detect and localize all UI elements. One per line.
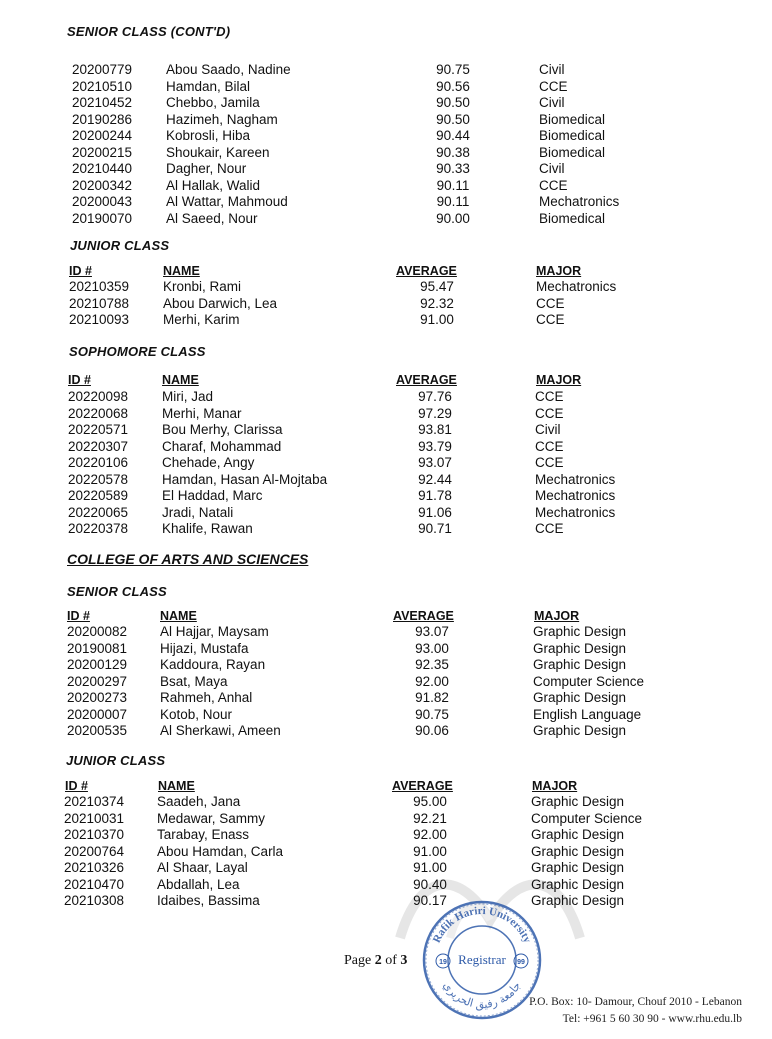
student-name: Charaf, Mohammad: [162, 438, 282, 454]
college-title: COLLEGE OF ARTS AND SCIENCES: [67, 551, 309, 567]
student-id: 20220307: [68, 438, 129, 454]
student-major: Civil: [535, 422, 561, 437]
student-average: 97.29: [418, 405, 452, 421]
student-name: Abou Darwich, Lea: [163, 295, 278, 311]
student-average: 90.11: [436, 177, 470, 193]
col-major-header: MAJOR: [536, 373, 582, 387]
student-id: 20200535: [67, 723, 128, 738]
table-row: [0, 811, 772, 828]
student-name: Dagher, Nour: [166, 161, 247, 176]
student-id: 20210440: [72, 161, 133, 176]
student-average: 90.71: [418, 521, 452, 536]
student-major: Graphic Design: [531, 893, 625, 908]
student-average: 90.11: [436, 194, 470, 209]
table-row: [0, 406, 772, 423]
student-major: Biomedical: [539, 144, 606, 160]
table-row: [0, 707, 772, 724]
student-average: 91.06: [418, 504, 452, 520]
student-id: 20200273: [67, 690, 128, 705]
student-id: 20190286: [72, 111, 133, 127]
col-major-header: MAJOR: [534, 609, 580, 623]
student-major: Graphic Design: [531, 876, 625, 892]
col-average-header: AVERAGE: [396, 373, 457, 387]
student-average: 92.44: [418, 471, 452, 487]
student-average: 90.17: [413, 893, 447, 908]
student-average: 93.00: [415, 640, 449, 656]
table-row: [0, 161, 772, 178]
student-id: 20220589: [68, 488, 129, 503]
student-id: 20210470: [64, 876, 125, 892]
student-average: 91.00: [413, 843, 447, 859]
student-average: 92.00: [415, 673, 449, 689]
student-average: 92.35: [415, 657, 449, 672]
section-heading: SENIOR CLASS (CONT'D): [67, 24, 231, 39]
student-name: Abou Hamdan, Carla: [157, 843, 284, 859]
student-id: 20200215: [72, 144, 133, 160]
registrar-stamp: [420, 898, 544, 1022]
student-average: 92.00: [413, 827, 447, 842]
student-name: Merhi, Manar: [162, 405, 242, 421]
col-name-header: NAME: [162, 373, 199, 387]
student-name: Kaddoura, Rayan: [160, 657, 266, 672]
page-total: 3: [400, 953, 408, 968]
table-row: [0, 521, 772, 538]
student-name: Hamdan, Hasan Al-Mojtaba: [162, 471, 328, 487]
table-row: [0, 657, 772, 674]
student-id: 20200129: [67, 657, 128, 672]
page-current: 2: [374, 953, 382, 968]
student-name: Abou Saado, Nadine: [166, 62, 291, 77]
student-id: 20210308: [64, 893, 125, 908]
stamp-arabic-text: جامعة رفيق الحريري: [440, 979, 524, 1012]
col-major-header: MAJOR: [536, 264, 582, 278]
student-major: Graphic Design: [533, 723, 627, 738]
student-id: 20190070: [72, 210, 133, 226]
student-name: Hijazi, Mustafa: [160, 640, 249, 656]
table-header: [0, 373, 772, 387]
student-average: 90.56: [436, 78, 470, 94]
student-average: 93.79: [418, 438, 452, 454]
table-row: [0, 439, 772, 456]
student-major: CCE: [535, 405, 564, 421]
table-header: [0, 264, 772, 278]
col-average-header: AVERAGE: [393, 609, 454, 623]
student-id: 20200779: [72, 62, 133, 77]
student-id: 20220571: [68, 422, 129, 437]
student-name: Kotob, Nour: [160, 706, 233, 722]
student-major: CCE: [535, 521, 564, 536]
col-average-header: AVERAGE: [392, 779, 453, 793]
table-row: [0, 312, 772, 329]
table-row: [0, 505, 772, 522]
student-name: Medawar, Sammy: [157, 810, 266, 826]
student-average: 90.38: [436, 144, 470, 160]
table-row: [0, 211, 772, 228]
student-major: Graphic Design: [531, 827, 625, 842]
section-heading: SOPHOMORE CLASS: [69, 344, 206, 359]
student-id: 20200244: [72, 128, 133, 143]
table-row: [0, 844, 772, 861]
table-row: [0, 178, 772, 195]
col-major-header: MAJOR: [532, 779, 578, 793]
section-heading: JUNIOR CLASS: [66, 753, 166, 768]
student-name: Chebbo, Jamila: [166, 95, 260, 110]
table-row: [0, 79, 772, 96]
student-major: Biomedical: [539, 111, 606, 127]
col-name-header: NAME: [160, 609, 197, 623]
student-major: Mechatronics: [535, 471, 616, 487]
student-id: 20210374: [64, 794, 125, 809]
student-id: 20220098: [68, 389, 129, 404]
table-row: [0, 877, 772, 894]
student-average: 91.78: [418, 488, 452, 503]
page-prefix: Page: [344, 953, 375, 968]
student-id: 20210788: [69, 295, 130, 311]
student-major: Mechatronics: [535, 504, 616, 520]
student-major: CCE: [539, 177, 568, 193]
table-row: [0, 279, 772, 296]
student-average: 95.47: [420, 279, 454, 294]
table-row: [0, 194, 772, 211]
student-major: CCE: [539, 78, 568, 94]
stamp-year-left: 19: [439, 959, 447, 966]
student-average: 90.75: [415, 706, 449, 722]
student-name: Chehade, Angy: [162, 455, 255, 470]
student-name: Merhi, Karim: [163, 312, 240, 327]
student-id: 20220578: [68, 471, 129, 487]
student-major: Graphic Design: [533, 640, 627, 656]
student-id: 20220378: [68, 521, 129, 536]
table-row: [0, 472, 772, 489]
svg-text:Rafik Hariri University: [431, 905, 534, 945]
student-name: Idaibes, Bassima: [157, 893, 260, 908]
student-major: Graphic Design: [533, 690, 627, 705]
student-name: Al Wattar, Mahmoud: [166, 194, 288, 209]
student-average: 90.00: [436, 210, 470, 226]
student-major: Mechatronics: [536, 279, 617, 294]
student-average: 93.81: [418, 422, 452, 437]
student-major: CCE: [536, 312, 565, 327]
table-row: [0, 624, 772, 641]
student-major: Biomedical: [539, 128, 606, 143]
student-average: 90.06: [415, 723, 449, 738]
table-row: [0, 488, 772, 505]
student-major: Civil: [539, 161, 565, 176]
student-name: Kronbi, Rami: [163, 279, 242, 294]
table-row: [0, 62, 772, 79]
student-name: Kobrosli, Hiba: [166, 128, 251, 143]
student-major: Graphic Design: [531, 860, 625, 875]
student-id: 20220065: [68, 504, 129, 520]
table-row: [0, 112, 772, 129]
student-major: Graphic Design: [531, 843, 625, 859]
student-major: Biomedical: [539, 210, 606, 226]
col-id-header: ID #: [65, 779, 88, 793]
table-row: [0, 145, 772, 162]
student-name: Jradi, Natali: [162, 504, 234, 520]
student-name: Saadeh, Jana: [157, 794, 241, 809]
student-id: 20200297: [67, 673, 128, 689]
student-major: Mechatronics: [535, 488, 616, 503]
student-id: 20200007: [67, 706, 128, 722]
student-average: 95.00: [413, 794, 447, 809]
student-average: 91.00: [413, 860, 447, 875]
student-name: Hazimeh, Nagham: [166, 111, 278, 127]
student-major: Computer Science: [533, 673, 645, 689]
student-average: 90.40: [413, 876, 447, 892]
table-row: [0, 723, 772, 740]
student-average: 93.07: [418, 455, 452, 470]
table-row: [0, 455, 772, 472]
table-row: [0, 422, 772, 439]
student-major: English Language: [533, 706, 642, 722]
table-row: [0, 641, 772, 658]
student-id: 20200342: [72, 177, 133, 193]
col-id-header: ID #: [67, 609, 90, 623]
student-name: El Haddad, Marc: [162, 488, 263, 503]
col-name-header: NAME: [163, 264, 200, 278]
student-average: 91.82: [415, 690, 449, 705]
student-major: CCE: [535, 438, 564, 454]
page-mid: of: [381, 953, 401, 968]
section-heading: SENIOR CLASS: [67, 584, 167, 599]
table-row: [0, 860, 772, 877]
student-id: 20210359: [69, 279, 130, 294]
footer-contact: Tel: +961 5 60 30 90 - www.rhu.edu.lb: [562, 1013, 742, 1025]
student-id: 20200764: [64, 843, 125, 859]
student-id: 20200082: [67, 624, 128, 639]
student-average: 90.50: [436, 95, 470, 110]
student-major: Civil: [539, 95, 565, 110]
student-name: Bsat, Maya: [160, 673, 228, 689]
col-name-header: NAME: [158, 779, 195, 793]
student-major: Civil: [539, 62, 565, 77]
student-id: 20220068: [68, 405, 129, 421]
student-average: 92.32: [420, 295, 454, 311]
student-average: 97.76: [418, 389, 452, 404]
student-id: 20210093: [69, 312, 130, 327]
student-id: 20200043: [72, 194, 133, 209]
stamp-center-text: Registrar: [458, 952, 506, 967]
student-id: 20190081: [67, 640, 128, 656]
table-row: [0, 128, 772, 145]
student-name: Bou Merhy, Clarissa: [162, 422, 283, 437]
table-header: [0, 609, 772, 623]
student-name: Shoukair, Kareen: [166, 144, 270, 160]
stamp-year-right: 99: [517, 959, 525, 966]
table-row: [0, 827, 772, 844]
table-row: [0, 794, 772, 811]
student-id: 20210031: [64, 810, 125, 826]
student-id: 20210452: [72, 95, 133, 110]
student-major: Graphic Design: [531, 794, 625, 809]
table-row: [0, 296, 772, 313]
student-name: Miri, Jad: [162, 389, 214, 404]
footer-address: P.O. Box: 10- Damour, Chouf 2010 - Lebanon: [529, 996, 742, 1008]
table-row: [0, 389, 772, 406]
student-name: Abdallah, Lea: [157, 876, 240, 892]
student-major: Computer Science: [531, 810, 643, 826]
student-average: 93.07: [415, 624, 449, 639]
student-id: 20220106: [68, 455, 129, 470]
student-major: CCE: [535, 455, 564, 470]
stamp-outer-text: Rafik Hariri University: [430, 904, 534, 945]
col-id-header: ID #: [68, 373, 91, 387]
table-row: [0, 95, 772, 112]
student-name: Khalife, Rawan: [162, 521, 253, 536]
table-row: [0, 690, 772, 707]
student-name: Tarabay, Enass: [157, 827, 250, 842]
col-id-header: ID #: [69, 264, 92, 278]
student-average: 90.75: [436, 62, 470, 77]
table-header: [0, 779, 772, 793]
svg-text:جامعة رفيق الحريري: [441, 979, 524, 1012]
student-name: Al Sherkawi, Ameen: [160, 723, 281, 738]
student-name: Al Shaar, Layal: [157, 860, 248, 875]
page-number: [344, 953, 407, 969]
student-average: 91.00: [420, 312, 454, 327]
student-major: Graphic Design: [533, 657, 627, 672]
student-average: 92.21: [413, 810, 447, 826]
table-row: [0, 674, 772, 691]
section-heading: JUNIOR CLASS: [70, 238, 170, 253]
student-major: Mechatronics: [539, 194, 620, 209]
student-average: 90.44: [436, 128, 470, 143]
student-name: Rahmeh, Anhal: [160, 690, 253, 705]
student-id: 20210326: [64, 860, 125, 875]
student-major: CCE: [535, 389, 564, 404]
student-average: 90.50: [436, 111, 470, 127]
student-name: Al Saeed, Nour: [166, 210, 258, 226]
student-name: Al Hallak, Walid: [166, 177, 261, 193]
student-id: 20210510: [72, 78, 133, 94]
student-average: 90.33: [436, 161, 470, 176]
student-major: Graphic Design: [533, 624, 627, 639]
table-row: [0, 893, 772, 910]
student-id: 20210370: [64, 827, 125, 842]
col-average-header: AVERAGE: [396, 264, 457, 278]
student-major: CCE: [536, 295, 565, 311]
student-name: Al Hajjar, Maysam: [160, 624, 269, 639]
student-name: Hamdan, Bilal: [166, 78, 251, 94]
